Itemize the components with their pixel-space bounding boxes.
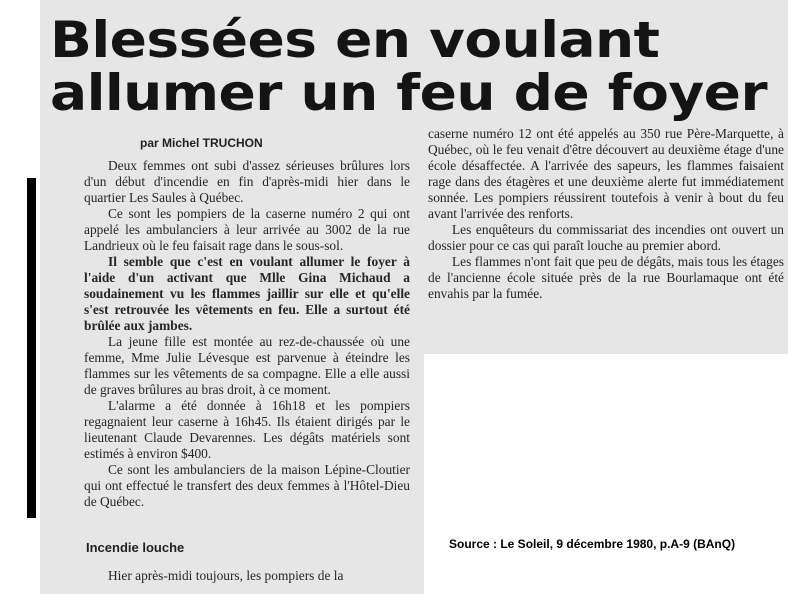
paragraph: caserne numéro 12 ont été appelés au 350 rue Père-Marquette, à Québec, où le feu venait d'être découvert au deuxième étage d'une école désaffectée. A l'arrivée des sapeurs, les flammes faisaient rage dans des étagères et une deuxième alerte fut immédiatement sonnée. Les pompiers réussirent toutefois à venir à bout du feu avant l'arrivée des renforts. — [428, 126, 784, 221]
headline-line-2: allumer un feu de foyer — [50, 64, 768, 122]
byline: par Michel TRUCHON — [140, 136, 263, 150]
paragraph: Ce sont les ambulanciers de la maison Lépine-Cloutier qui ont effectué le transfert des deux femmes à l'Hôtel-Dieu de Québec. — [84, 462, 410, 509]
source-caption: Source : Le Soleil, 9 décembre 1980, p.A-9 (BAnQ) — [449, 537, 736, 551]
paragraph: Les enquêteurs du commissariat des incendies ont ouvert un dossier pour ce cas qui paraît louche au premier abord. — [428, 222, 784, 253]
column-1-tail: Hier après-midi toujours, les pompiers de la — [108, 568, 344, 583]
paragraph: Deux femmes ont subi d'assez sérieuses brûlures lors d'un début d'incendie en fin d'après-midi hier dans le quartier Les Saules à Québec. — [84, 158, 410, 205]
subhead: Incendie louche — [86, 540, 185, 555]
article-column-2 — [428, 126, 784, 302]
paragraph: L'alarme a été donnée à 16h18 et les pompiers regagnaient leur caserne à 16h45. Ils étaient dirigés par le lieutenant Claude Devarennes. Les dégâts matériels sont estimés à environ $400. — [84, 398, 410, 461]
paragraph: Ce sont les pompiers de la caserne numéro 2 qui ont appelé les ambulanciers à leur arrivée au 3002 de la rue Landrieux où le feu faisait rage dans le sous-sol. — [84, 206, 410, 253]
headline-line-1: Blessées en voulant — [50, 11, 660, 69]
headline — [50, 11, 775, 122]
paragraph: La jeune fille est montée au rez-de-chaussée où une femme, Mme Julie Lévesque est parvenue à éteindre les flammes sur les vêtements de sa compagne. Elle a elle aussi de graves brûlures au bras droit, à ce moment. — [84, 334, 410, 397]
paragraph: Il semble que c'est en voulant allumer le foyer à l'aide d'un activant que Mlle Gina Michaud a soudainement vu les flammes jaillir sur elle et qu'elle s'est retrouvée les vêtements en feu. Elle a surtout été brûlée aux jambes. — [84, 254, 410, 333]
margin-bar — [27, 178, 36, 518]
paragraph: Les flammes n'ont fait que peu de dégâts, mais tous les étages de l'ancienne école située près de la rue Bourlamaque ont été envahis par la fumée. — [428, 254, 784, 301]
article-column-1 — [84, 158, 410, 510]
